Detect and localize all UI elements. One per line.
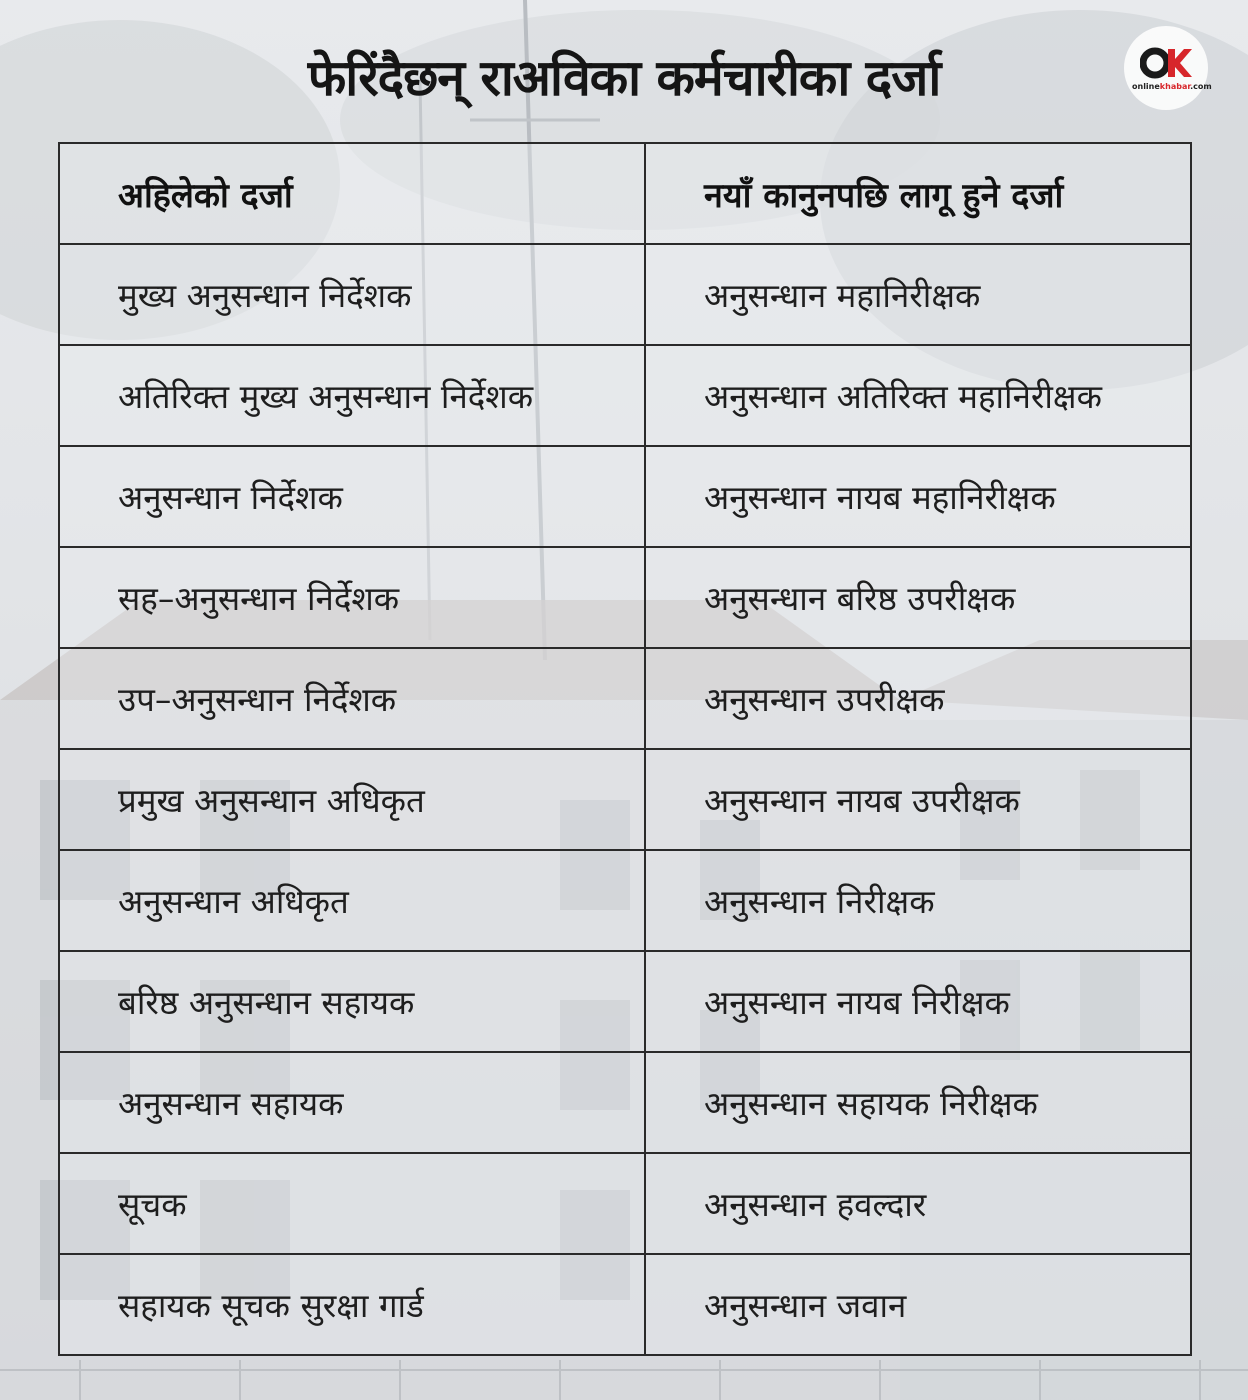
current-grade-cell: बरिष्ठ अनुसन्धान सहायक	[59, 951, 645, 1052]
logo-wordmark: onlinekhabar.com	[1132, 82, 1212, 91]
current-grade-cell: मुख्य अनुसन्धान निर्देशक	[59, 244, 645, 345]
table-row	[59, 648, 1191, 749]
new-grade-cell: अनुसन्धान नायब उपरीक्षक	[645, 749, 1191, 850]
table-row	[59, 446, 1191, 547]
table-row	[59, 1052, 1191, 1153]
header-new-grade: नयाँ कानुनपछि लागू हुने दर्जा	[645, 143, 1191, 244]
new-grade-cell: अनुसन्धान हवल्दार	[645, 1153, 1191, 1254]
new-grade-cell: अनुसन्धान सहायक निरीक्षक	[645, 1052, 1191, 1153]
table-row	[59, 1254, 1191, 1355]
new-grade-cell: अनुसन्धान अतिरिक्त महानिरीक्षक	[645, 345, 1191, 446]
table-header-row	[59, 143, 1191, 244]
new-grade-cell: अनुसन्धान बरिष्ठ उपरीक्षक	[645, 547, 1191, 648]
page-title: फेरिंदैछन् राअविका कर्मचारीका दर्जा	[307, 49, 941, 107]
table-row	[59, 749, 1191, 850]
table-row	[59, 850, 1191, 951]
current-grade-cell: अनुसन्धान सहायक	[59, 1052, 645, 1153]
grade-comparison-table	[58, 142, 1192, 1356]
current-grade-cell: अनुसन्धान निर्देशक	[59, 446, 645, 547]
current-grade-cell: सह–अनुसन्धान निर्देशक	[59, 547, 645, 648]
table-row	[59, 951, 1191, 1052]
current-grade-cell: प्रमुख अनुसन्धान अधिकृत	[59, 749, 645, 850]
ok-logo-icon	[1140, 46, 1192, 80]
onlinekhabar-logo	[1124, 26, 1212, 110]
table-row	[59, 244, 1191, 345]
table-row	[59, 345, 1191, 446]
current-grade-cell: अतिरिक्त मुख्य अनुसन्धान निर्देशक	[59, 345, 645, 446]
table-row	[59, 1153, 1191, 1254]
current-grade-cell: सहायक सूचक सुरक्षा गार्ड	[59, 1254, 645, 1355]
new-grade-cell: अनुसन्धान उपरीक्षक	[645, 648, 1191, 749]
header-current-grade: अहिलेको दर्जा	[59, 143, 645, 244]
table-row	[59, 547, 1191, 648]
new-grade-cell: अनुसन्धान नायब निरीक्षक	[645, 951, 1191, 1052]
current-grade-cell: उप–अनुसन्धान निर्देशक	[59, 648, 645, 749]
new-grade-cell: अनुसन्धान महानिरीक्षक	[645, 244, 1191, 345]
new-grade-cell: अनुसन्धान नायब महानिरीक्षक	[645, 446, 1191, 547]
new-grade-cell: अनुसन्धान निरीक्षक	[645, 850, 1191, 951]
current-grade-cell: सूचक	[59, 1153, 645, 1254]
new-grade-cell: अनुसन्धान जवान	[645, 1254, 1191, 1355]
current-grade-cell: अनुसन्धान अधिकृत	[59, 850, 645, 951]
